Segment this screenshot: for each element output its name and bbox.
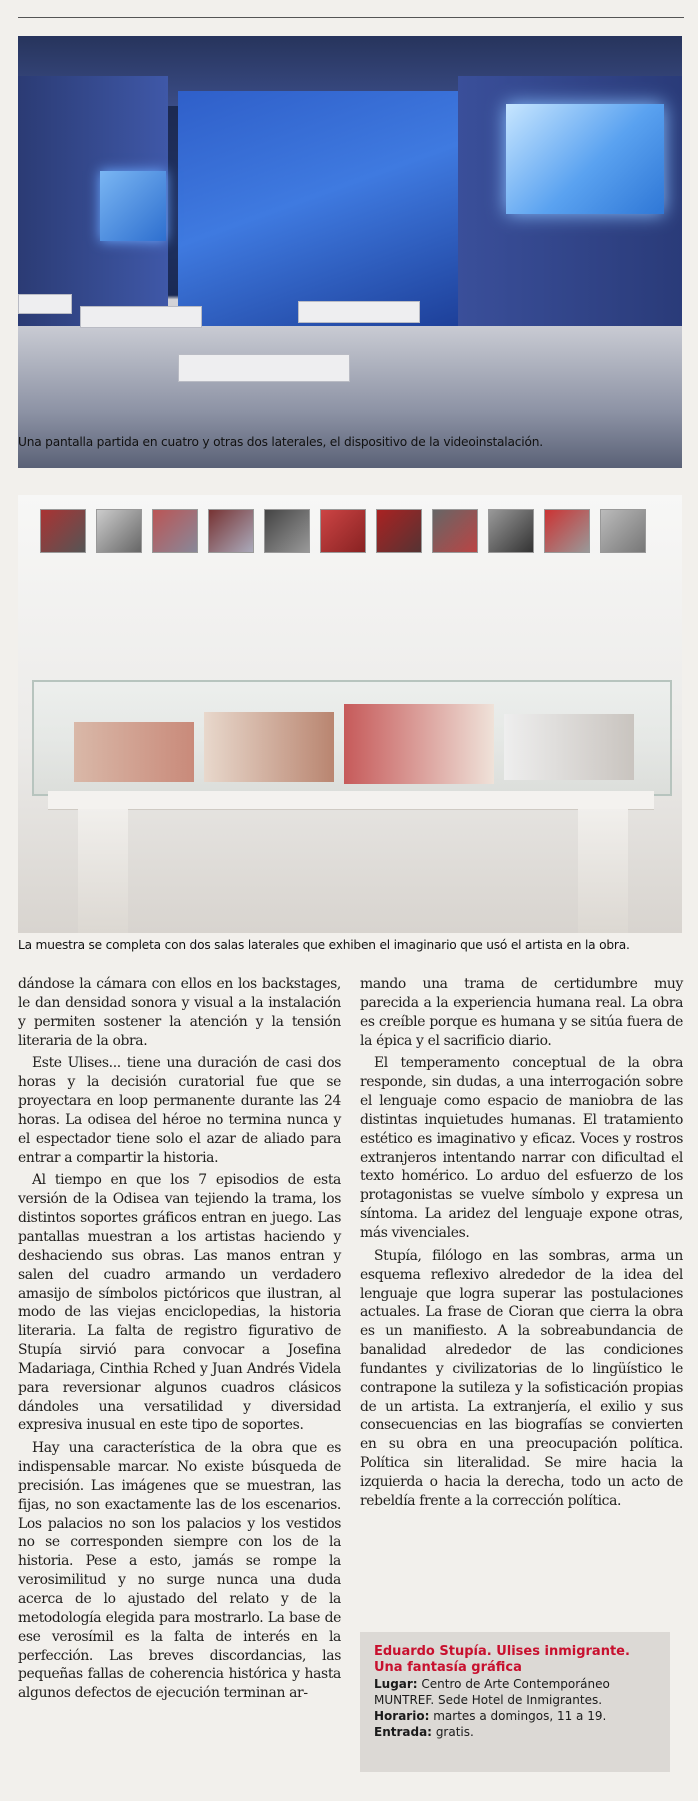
article-column-left [18, 975, 341, 1703]
artwork-thumb [264, 509, 310, 553]
info-horario-label: Horario: [374, 1709, 430, 1723]
bench [18, 294, 72, 314]
photo-left-screen [100, 171, 166, 241]
artwork-thumb [96, 509, 142, 553]
info-horario [374, 1708, 656, 1724]
artwork-thumb [320, 509, 366, 553]
photo-center-screen [178, 91, 468, 331]
artwork-thumb [208, 509, 254, 553]
top-rule [18, 17, 684, 18]
photo-right-screen [506, 104, 664, 214]
article-column-right [360, 975, 683, 1511]
info-lugar-value: Centro de Arte Contemporáneo MUNTREF. Sede Hotel de Inmigrantes. [374, 1677, 610, 1707]
glass-display-case [32, 680, 672, 796]
table-leg [578, 809, 628, 933]
article-paragraph: Hay una característica de la obra que es indispensable marcar. No existe búsqueda de precisión. Las imágenes que se muestran, las fijas, no son exactamente las de los escenarios. Los palacios no son los palacios y los vestidos no se corresponden siempre con los de la historia. Pese a esto, jamás se rompe la verosimilitud y no surge nunca una duda acerca de lo ajustado del relato y de la metodología elegida para mostrarlo. La base de ese verosímil es la falta de interés en la perfección. Las breves discordancias, las pequeñas fallas de coherencia histórica y hasta algunos defectos de ejecución terminan ar- [18, 1440, 341, 1702]
wall-artworks [40, 509, 660, 555]
artwork-thumb [600, 509, 646, 553]
artwork-thumb [152, 509, 198, 553]
photo-caption-2: La muestra se completa con dos salas laterales que exhiben el imaginario que usó el artista en la obra. [18, 938, 630, 952]
artwork-thumb [376, 509, 422, 553]
exhibition-case-photo [18, 495, 682, 933]
info-entrada-label: Entrada: [374, 1725, 432, 1739]
info-title: Eduardo Stupía. Ulises inmigrante. Una fantasía gráfica [374, 1644, 630, 1675]
article-paragraph: Stupía, filólogo en las sombras, arma un esquema reflexivo alrededor de la idea del lenguaje que logra superar las postulaciones actuales. La frase de Cioran que cierra la obra es un manifiesto. A la sobreabundancia de banalidad alrededor de las condiciones fundantes y civilizatorias de lo lingüístico le contrapone la sutileza y la sofisticación propias de un artista. La extranjería, el exilio y sus consecuencias en las biografías se convierten en su obra en una preocupación política. Política sin literalidad. Se mire hacia la izquierda o hacia la derecha, todo un acto de rebeldía frente a la corrección política. [360, 1247, 683, 1509]
table-leg [78, 809, 128, 933]
article-paragraph: Al tiempo en que los 7 episodios de esta versión de la Odisea van tejiendo la trama, los distintos soportes gráficos entran en juego. Las pantallas muestran a los artistas haciendo y deshaciendo sus obras. Las manos entran y salen del cuadro armando un verdadero amasijo de símbolos pictóricos que ilustran, al modo de las viejas enciclopedias, la historia literaria. La falta de registro figurativo de Stupía sirvió para convocar a Josefina Madariaga, Cinthia Rched y Juan Andrés Videla para reversionar algunos cuadros clásicos dándoles una versatilidad y diversidad expresiva inusual en este tipo de soportes. [18, 1172, 341, 1434]
open-book [204, 712, 334, 782]
info-entrada-value: gratis. [435, 1725, 474, 1739]
artwork-thumb [544, 509, 590, 553]
article-paragraph: El temperamento conceptual de la obra responde, sin dudas, a una interrogación sobre el lenguaje como espacio de maniobra de las distintas inquietudes humanas. El tratamiento estético es imaginativo y eficaz. Voces y rostros extranjeros intentando narrar con dificultad el texto homérico. Lo arduo del esfuerzo de los protagonistas se vuelve símbolo y expresa un síntoma. La aridez del lenguaje expone otras, más vivenciales. [360, 1055, 683, 1241]
info-lugar-label: Lugar: [374, 1677, 418, 1691]
open-book [344, 704, 494, 784]
artwork-thumb [488, 509, 534, 553]
installation-photo [18, 36, 682, 468]
artwork-thumb [432, 509, 478, 553]
display-table [48, 791, 654, 810]
open-book [504, 714, 634, 780]
open-book [74, 722, 194, 782]
artwork-thumb [40, 509, 86, 553]
exhibition-info-box [360, 1632, 670, 1772]
article-paragraph: mando una trama de certidumbre muy parecida a la experiencia humana real. La obra es creíble porque es humana y se sitúa fuera de la épica y el sacrificio diario. [360, 976, 683, 1049]
article-paragraph: dándose la cámara con ellos en los backstages, le dan densidad sonora y visual a la instalación y permiten sostener la atención y la tensión literaria de la obra. [18, 976, 341, 1049]
bench [80, 306, 202, 328]
info-entrada [374, 1724, 656, 1740]
info-lugar [374, 1676, 656, 1708]
photo-caption-1: Una pantalla partida en cuatro y otras dos laterales, el dispositivo de la videoinstalación. [18, 435, 543, 449]
bench [178, 354, 350, 382]
info-horario-value: martes a domingos, 11 a 19. [433, 1709, 607, 1723]
bench [298, 301, 420, 323]
article-paragraph: Este Ulises... tiene una duración de casi dos horas y la decisión curatorial fue que se proyectara en loop permanente durante las 24 horas. La odisea del héroe no termina nunca y el espectador tiene solo el azar de aliado para entrar a compartir la historia. [18, 1055, 341, 1166]
